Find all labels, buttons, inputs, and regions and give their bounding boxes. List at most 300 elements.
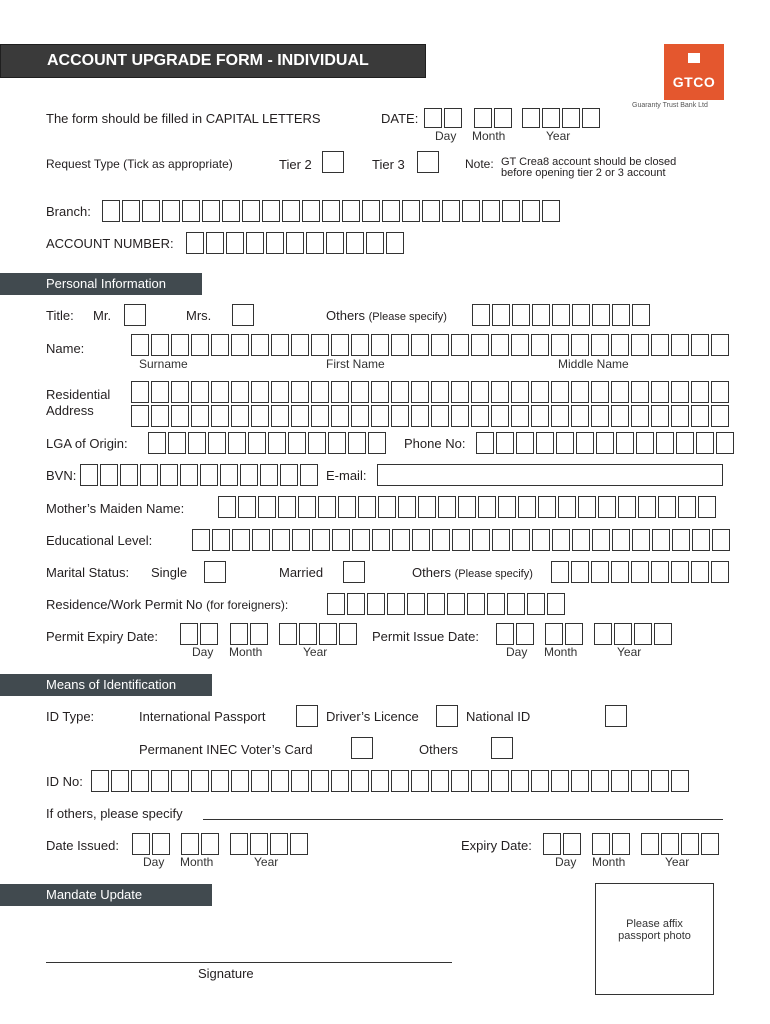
char-cell[interactable]: [578, 496, 596, 518]
char-cell[interactable]: [531, 381, 549, 403]
char-cell[interactable]: [671, 381, 689, 403]
char-cell[interactable]: [444, 108, 462, 128]
char-cell[interactable]: [712, 529, 730, 551]
address-line1-cells[interactable]: [131, 381, 731, 403]
char-cell[interactable]: [258, 496, 276, 518]
char-cell[interactable]: [231, 334, 249, 356]
char-cell[interactable]: [552, 529, 570, 551]
char-cell[interactable]: [611, 381, 629, 403]
char-cell[interactable]: [492, 529, 510, 551]
char-cell[interactable]: [556, 432, 574, 454]
permit-expiry-month-cells[interactable]: [230, 623, 270, 645]
date-issued-year-cells[interactable]: [230, 833, 310, 855]
expiry-month-cells[interactable]: [592, 833, 632, 855]
char-cell[interactable]: [478, 496, 496, 518]
permit-issue-year-cells[interactable]: [594, 623, 674, 645]
char-cell[interactable]: [536, 432, 554, 454]
char-cell[interactable]: [571, 770, 589, 792]
lga-cells[interactable]: [148, 432, 388, 454]
char-cell[interactable]: [498, 496, 516, 518]
char-cell[interactable]: [631, 770, 649, 792]
permit-expiry-year-cells[interactable]: [279, 623, 359, 645]
passport-checkbox[interactable]: [296, 705, 318, 727]
char-cell[interactable]: [192, 529, 210, 551]
char-cell[interactable]: [366, 232, 384, 254]
char-cell[interactable]: [661, 833, 679, 855]
char-cell[interactable]: [151, 770, 169, 792]
char-cell[interactable]: [516, 432, 534, 454]
char-cell[interactable]: [611, 334, 629, 356]
char-cell[interactable]: [591, 334, 609, 356]
char-cell[interactable]: [212, 529, 230, 551]
char-cell[interactable]: [572, 529, 590, 551]
char-cell[interactable]: [246, 232, 264, 254]
char-cell[interactable]: [538, 496, 556, 518]
char-cell[interactable]: [671, 770, 689, 792]
char-cell[interactable]: [358, 496, 376, 518]
char-cell[interactable]: [131, 770, 149, 792]
char-cell[interactable]: [318, 496, 336, 518]
char-cell[interactable]: [240, 464, 258, 486]
char-cell[interactable]: [532, 529, 550, 551]
char-cell[interactable]: [582, 108, 600, 128]
char-cell[interactable]: [431, 405, 449, 427]
char-cell[interactable]: [140, 464, 158, 486]
char-cell[interactable]: [322, 200, 340, 222]
char-cell[interactable]: [346, 232, 364, 254]
char-cell[interactable]: [286, 232, 304, 254]
char-cell[interactable]: [231, 770, 249, 792]
char-cell[interactable]: [131, 334, 149, 356]
char-cell[interactable]: [592, 304, 610, 326]
date-issued-day-cells[interactable]: [132, 833, 172, 855]
char-cell[interactable]: [424, 108, 442, 128]
char-cell[interactable]: [362, 200, 380, 222]
char-cell[interactable]: [522, 200, 540, 222]
char-cell[interactable]: [502, 200, 520, 222]
char-cell[interactable]: [268, 432, 286, 454]
char-cell[interactable]: [131, 405, 149, 427]
char-cell[interactable]: [451, 334, 469, 356]
single-checkbox[interactable]: [204, 561, 226, 583]
char-cell[interactable]: [302, 200, 320, 222]
char-cell[interactable]: [351, 770, 369, 792]
char-cell[interactable]: [171, 334, 189, 356]
char-cell[interactable]: [618, 496, 636, 518]
char-cell[interactable]: [418, 496, 436, 518]
char-cell[interactable]: [148, 432, 166, 454]
char-cell[interactable]: [231, 405, 249, 427]
char-cell[interactable]: [102, 200, 120, 222]
char-cell[interactable]: [591, 561, 609, 583]
mrs-checkbox[interactable]: [232, 304, 254, 326]
char-cell[interactable]: [211, 334, 229, 356]
char-cell[interactable]: [692, 529, 710, 551]
char-cell[interactable]: [651, 381, 669, 403]
char-cell[interactable]: [311, 770, 329, 792]
char-cell[interactable]: [701, 833, 719, 855]
expiry-day-cells[interactable]: [543, 833, 583, 855]
char-cell[interactable]: [411, 770, 429, 792]
drivers-licence-checkbox[interactable]: [436, 705, 458, 727]
char-cell[interactable]: [565, 623, 583, 645]
char-cell[interactable]: [691, 405, 709, 427]
char-cell[interactable]: [451, 405, 469, 427]
char-cell[interactable]: [271, 381, 289, 403]
char-cell[interactable]: [142, 200, 160, 222]
char-cell[interactable]: [351, 334, 369, 356]
char-cell[interactable]: [372, 529, 390, 551]
char-cell[interactable]: [251, 405, 269, 427]
char-cell[interactable]: [431, 334, 449, 356]
char-cell[interactable]: [632, 304, 650, 326]
char-cell[interactable]: [494, 108, 512, 128]
char-cell[interactable]: [238, 496, 256, 518]
char-cell[interactable]: [652, 529, 670, 551]
char-cell[interactable]: [200, 623, 218, 645]
char-cell[interactable]: [631, 334, 649, 356]
char-cell[interactable]: [691, 381, 709, 403]
char-cell[interactable]: [678, 496, 696, 518]
char-cell[interactable]: [442, 200, 460, 222]
char-cell[interactable]: [563, 833, 581, 855]
char-cell[interactable]: [319, 623, 337, 645]
char-cell[interactable]: [220, 464, 238, 486]
char-cell[interactable]: [451, 381, 469, 403]
char-cell[interactable]: [171, 381, 189, 403]
char-cell[interactable]: [191, 405, 209, 427]
account-number-cells[interactable]: [186, 232, 406, 254]
permit-expiry-day-cells[interactable]: [180, 623, 220, 645]
id-others-checkbox[interactable]: [491, 737, 513, 759]
char-cell[interactable]: [308, 432, 326, 454]
char-cell[interactable]: [616, 432, 634, 454]
char-cell[interactable]: [251, 770, 269, 792]
char-cell[interactable]: [551, 561, 569, 583]
char-cell[interactable]: [368, 432, 386, 454]
expiry-year-cells[interactable]: [641, 833, 721, 855]
char-cell[interactable]: [306, 232, 324, 254]
char-cell[interactable]: [191, 334, 209, 356]
char-cell[interactable]: [371, 381, 389, 403]
char-cell[interactable]: [202, 200, 220, 222]
char-cell[interactable]: [711, 334, 729, 356]
char-cell[interactable]: [576, 432, 594, 454]
char-cell[interactable]: [543, 833, 561, 855]
char-cell[interactable]: [392, 529, 410, 551]
char-cell[interactable]: [291, 381, 309, 403]
char-cell[interactable]: [654, 623, 672, 645]
char-cell[interactable]: [656, 432, 674, 454]
char-cell[interactable]: [386, 232, 404, 254]
char-cell[interactable]: [431, 770, 449, 792]
char-cell[interactable]: [351, 381, 369, 403]
char-cell[interactable]: [527, 593, 545, 615]
char-cell[interactable]: [612, 304, 630, 326]
char-cell[interactable]: [438, 496, 456, 518]
char-cell[interactable]: [571, 334, 589, 356]
char-cell[interactable]: [371, 405, 389, 427]
char-cell[interactable]: [331, 405, 349, 427]
char-cell[interactable]: [614, 623, 632, 645]
char-cell[interactable]: [531, 334, 549, 356]
char-cell[interactable]: [492, 304, 510, 326]
char-cell[interactable]: [222, 200, 240, 222]
char-cell[interactable]: [531, 405, 549, 427]
char-cell[interactable]: [462, 200, 480, 222]
char-cell[interactable]: [171, 770, 189, 792]
char-cell[interactable]: [231, 381, 249, 403]
char-cell[interactable]: [631, 405, 649, 427]
char-cell[interactable]: [516, 623, 534, 645]
char-cell[interactable]: [571, 381, 589, 403]
char-cell[interactable]: [522, 108, 540, 128]
char-cell[interactable]: [631, 561, 649, 583]
title-others-cells[interactable]: [472, 304, 652, 326]
char-cell[interactable]: [131, 381, 149, 403]
char-cell[interactable]: [496, 432, 514, 454]
char-cell[interactable]: [447, 593, 465, 615]
char-cell[interactable]: [211, 381, 229, 403]
char-cell[interactable]: [562, 108, 580, 128]
char-cell[interactable]: [422, 200, 440, 222]
if-others-line[interactable]: [203, 819, 723, 820]
char-cell[interactable]: [332, 529, 350, 551]
phone-cells[interactable]: [476, 432, 736, 454]
char-cell[interactable]: [298, 496, 316, 518]
char-cell[interactable]: [352, 529, 370, 551]
char-cell[interactable]: [180, 623, 198, 645]
char-cell[interactable]: [151, 334, 169, 356]
char-cell[interactable]: [251, 381, 269, 403]
char-cell[interactable]: [251, 334, 269, 356]
char-cell[interactable]: [472, 529, 490, 551]
permit-issue-day-cells[interactable]: [496, 623, 536, 645]
date-year-cells[interactable]: [522, 108, 602, 128]
char-cell[interactable]: [111, 770, 129, 792]
char-cell[interactable]: [542, 200, 560, 222]
char-cell[interactable]: [228, 432, 246, 454]
char-cell[interactable]: [171, 405, 189, 427]
char-cell[interactable]: [451, 770, 469, 792]
char-cell[interactable]: [100, 464, 118, 486]
char-cell[interactable]: [511, 770, 529, 792]
char-cell[interactable]: [280, 464, 298, 486]
char-cell[interactable]: [230, 623, 248, 645]
char-cell[interactable]: [347, 593, 365, 615]
char-cell[interactable]: [232, 529, 250, 551]
char-cell[interactable]: [512, 304, 530, 326]
char-cell[interactable]: [658, 496, 676, 518]
char-cell[interactable]: [491, 334, 509, 356]
passport-photo-box[interactable]: [595, 883, 714, 995]
char-cell[interactable]: [487, 593, 505, 615]
char-cell[interactable]: [180, 464, 198, 486]
char-cell[interactable]: [181, 833, 199, 855]
char-cell[interactable]: [230, 833, 248, 855]
char-cell[interactable]: [279, 623, 297, 645]
char-cell[interactable]: [291, 770, 309, 792]
char-cell[interactable]: [471, 381, 489, 403]
char-cell[interactable]: [398, 496, 416, 518]
char-cell[interactable]: [91, 770, 109, 792]
tier3-checkbox[interactable]: [417, 151, 439, 173]
char-cell[interactable]: [182, 200, 200, 222]
char-cell[interactable]: [651, 334, 669, 356]
char-cell[interactable]: [651, 770, 669, 792]
char-cell[interactable]: [151, 381, 169, 403]
char-cell[interactable]: [612, 833, 630, 855]
char-cell[interactable]: [188, 432, 206, 454]
char-cell[interactable]: [571, 561, 589, 583]
char-cell[interactable]: [532, 304, 550, 326]
char-cell[interactable]: [531, 770, 549, 792]
char-cell[interactable]: [551, 381, 569, 403]
char-cell[interactable]: [681, 833, 699, 855]
marital-others-cells[interactable]: [551, 561, 731, 583]
char-cell[interactable]: [402, 200, 420, 222]
mr-checkbox[interactable]: [124, 304, 146, 326]
char-cell[interactable]: [611, 770, 629, 792]
char-cell[interactable]: [120, 464, 138, 486]
char-cell[interactable]: [552, 304, 570, 326]
char-cell[interactable]: [651, 561, 669, 583]
char-cell[interactable]: [407, 593, 425, 615]
char-cell[interactable]: [698, 496, 716, 518]
char-cell[interactable]: [542, 108, 560, 128]
char-cell[interactable]: [491, 770, 509, 792]
char-cell[interactable]: [331, 770, 349, 792]
char-cell[interactable]: [290, 833, 308, 855]
char-cell[interactable]: [391, 770, 409, 792]
char-cell[interactable]: [591, 381, 609, 403]
char-cell[interactable]: [311, 381, 329, 403]
char-cell[interactable]: [260, 464, 278, 486]
char-cell[interactable]: [271, 770, 289, 792]
char-cell[interactable]: [122, 200, 140, 222]
char-cell[interactable]: [168, 432, 186, 454]
char-cell[interactable]: [672, 529, 690, 551]
char-cell[interactable]: [371, 334, 389, 356]
char-cell[interactable]: [342, 200, 360, 222]
char-cell[interactable]: [491, 405, 509, 427]
char-cell[interactable]: [411, 334, 429, 356]
char-cell[interactable]: [641, 833, 659, 855]
char-cell[interactable]: [545, 623, 563, 645]
char-cell[interactable]: [339, 623, 357, 645]
char-cell[interactable]: [638, 496, 656, 518]
char-cell[interactable]: [691, 561, 709, 583]
char-cell[interactable]: [311, 334, 329, 356]
char-cell[interactable]: [132, 833, 150, 855]
permit-number-cells[interactable]: [327, 593, 567, 615]
char-cell[interactable]: [631, 381, 649, 403]
char-cell[interactable]: [671, 334, 689, 356]
char-cell[interactable]: [208, 432, 226, 454]
char-cell[interactable]: [80, 464, 98, 486]
char-cell[interactable]: [412, 529, 430, 551]
char-cell[interactable]: [391, 405, 409, 427]
char-cell[interactable]: [594, 623, 612, 645]
char-cell[interactable]: [328, 432, 346, 454]
char-cell[interactable]: [432, 529, 450, 551]
email-field[interactable]: [377, 464, 723, 486]
char-cell[interactable]: [452, 529, 470, 551]
char-cell[interactable]: [511, 381, 529, 403]
char-cell[interactable]: [512, 529, 530, 551]
date-month-cells[interactable]: [474, 108, 514, 128]
char-cell[interactable]: [592, 529, 610, 551]
char-cell[interactable]: [252, 529, 270, 551]
char-cell[interactable]: [292, 529, 310, 551]
national-id-checkbox[interactable]: [605, 705, 627, 727]
char-cell[interactable]: [248, 432, 266, 454]
char-cell[interactable]: [511, 334, 529, 356]
char-cell[interactable]: [266, 232, 284, 254]
char-cell[interactable]: [591, 770, 609, 792]
char-cell[interactable]: [711, 381, 729, 403]
char-cell[interactable]: [632, 529, 650, 551]
date-issued-month-cells[interactable]: [181, 833, 221, 855]
char-cell[interactable]: [716, 432, 734, 454]
char-cell[interactable]: [371, 770, 389, 792]
char-cell[interactable]: [391, 381, 409, 403]
char-cell[interactable]: [271, 334, 289, 356]
char-cell[interactable]: [671, 561, 689, 583]
char-cell[interactable]: [671, 405, 689, 427]
char-cell[interactable]: [242, 200, 260, 222]
char-cell[interactable]: [636, 432, 654, 454]
permit-issue-month-cells[interactable]: [545, 623, 585, 645]
char-cell[interactable]: [482, 200, 500, 222]
char-cell[interactable]: [152, 833, 170, 855]
inec-checkbox[interactable]: [351, 737, 373, 759]
char-cell[interactable]: [471, 405, 489, 427]
char-cell[interactable]: [378, 496, 396, 518]
char-cell[interactable]: [411, 405, 429, 427]
char-cell[interactable]: [427, 593, 445, 615]
char-cell[interactable]: [291, 405, 309, 427]
char-cell[interactable]: [474, 108, 492, 128]
char-cell[interactable]: [191, 381, 209, 403]
char-cell[interactable]: [591, 405, 609, 427]
maiden-name-cells[interactable]: [218, 496, 718, 518]
char-cell[interactable]: [711, 561, 729, 583]
char-cell[interactable]: [611, 561, 629, 583]
char-cell[interactable]: [551, 770, 569, 792]
char-cell[interactable]: [331, 381, 349, 403]
bvn-cells[interactable]: [80, 464, 320, 486]
char-cell[interactable]: [458, 496, 476, 518]
char-cell[interactable]: [299, 623, 317, 645]
char-cell[interactable]: [472, 304, 490, 326]
char-cell[interactable]: [250, 623, 268, 645]
char-cell[interactable]: [471, 334, 489, 356]
char-cell[interactable]: [331, 334, 349, 356]
char-cell[interactable]: [691, 334, 709, 356]
char-cell[interactable]: [551, 334, 569, 356]
char-cell[interactable]: [491, 381, 509, 403]
signature-line[interactable]: [46, 962, 452, 963]
name-cells[interactable]: [131, 334, 731, 356]
char-cell[interactable]: [367, 593, 385, 615]
char-cell[interactable]: [598, 496, 616, 518]
char-cell[interactable]: [571, 405, 589, 427]
char-cell[interactable]: [250, 833, 268, 855]
char-cell[interactable]: [511, 405, 529, 427]
char-cell[interactable]: [206, 232, 224, 254]
char-cell[interactable]: [162, 200, 180, 222]
